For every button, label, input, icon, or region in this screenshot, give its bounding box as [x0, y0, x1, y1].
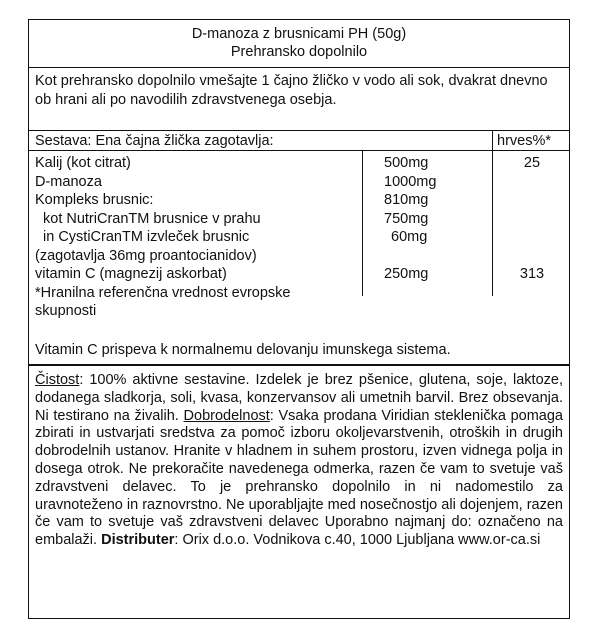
label-header	[29, 20, 569, 68]
ingredient-name: vitamin C (magnezij askorbat)	[35, 266, 227, 282]
ingredient-amount: 1000mg	[384, 173, 437, 190]
ingredient-amount: 60mg	[391, 229, 428, 245]
purity-text: : 100% aktivne sestavine. Izdelek je brez pšenice, glutena, soje, laktoze, dodanega sladkorja, soli, kvasa, konzervansov ali umetnih barvil. Brez obsevanja. Ni testirano na živalih.	[35, 372, 563, 424]
rv-footnote-line-2: skupnosti	[35, 303, 97, 319]
ingredient-name: kot NutriCranTM brusnice v prahu	[43, 210, 261, 227]
purity-label: Čistost	[35, 372, 80, 388]
ingredient-name: D-manoza	[35, 173, 102, 190]
label-body-text	[29, 368, 569, 550]
ingredient-name: Kompleks brusnic:	[35, 192, 154, 208]
supplement-label	[28, 19, 570, 619]
ingredient-amount: 750mg	[384, 210, 429, 227]
charity-text: : Vsaka prodana Viridian steklenička pomaga zbirati in ustvarjati sredstva za pomoč izboru okoljevarstvenih, otroških in drugih dobrodelnih ustanov. Hranite v hladnem in suhem prostoru, izven vidnega polja in dosega otrok. Ne prekoračite navedenega odmerka, razen če vam to svetuje vaš zdravstveni delavec. To je prehransko dopolnilo in ni nadomestilo za uravnoteženo in raznovrstno. Ne uporabljajte med nosečnostjo ali dojenjem, razen če vam to svetuje vaš zdravstveni delavec Uporabno najmanj do: označeno na embalaži.	[35, 407, 563, 549]
charity-label: Dobrodelnost	[183, 407, 270, 424]
ingredient-amount: 250mg	[384, 266, 429, 282]
usage-instructions: Kot prehransko dopolnilo vmešajte 1 čajno žličko v vodo ali sok, dvakrat dnevno ob hrani ali po navodilih zdravstvenega osebja.	[29, 68, 569, 131]
ingredient-rv: 313	[519, 266, 545, 282]
product-subtitle: Prehransko dopolnilo	[230, 44, 368, 60]
rv-footnote-line-1: *Hranilna referenčna vrednost evropske	[35, 284, 291, 301]
ingredient-name: in CystiCranTM izvleček brusnic	[43, 229, 250, 245]
health-claim: Vitamin C prispeva k normalnemu delovanju imunskega sistema.	[29, 336, 569, 366]
ingredient-name: Kalij (kot citrat)	[35, 155, 131, 171]
ingredient-amount: 500mg	[384, 155, 429, 171]
rv-header-label: hrves%*	[497, 133, 551, 149]
ingredient-rv: 25	[523, 155, 541, 171]
product-title: D-manoza z brusnicami PH (50g)	[191, 26, 407, 42]
composition-header	[29, 131, 569, 151]
ingredient-note: (zagotavlja 36mg proantocianidov)	[35, 247, 257, 264]
distributor-label: Distributer	[101, 532, 175, 549]
ingredients-table	[29, 151, 569, 336]
ingredient-amount: 810mg	[384, 192, 429, 208]
distributor-text: : Orix d.o.o. Vodnikova c.40, 1000 Ljubljana www.or-ca.si	[174, 532, 541, 549]
composition-header-label: Sestava: Ena čajna žlička zagotavlja:	[35, 133, 274, 149]
